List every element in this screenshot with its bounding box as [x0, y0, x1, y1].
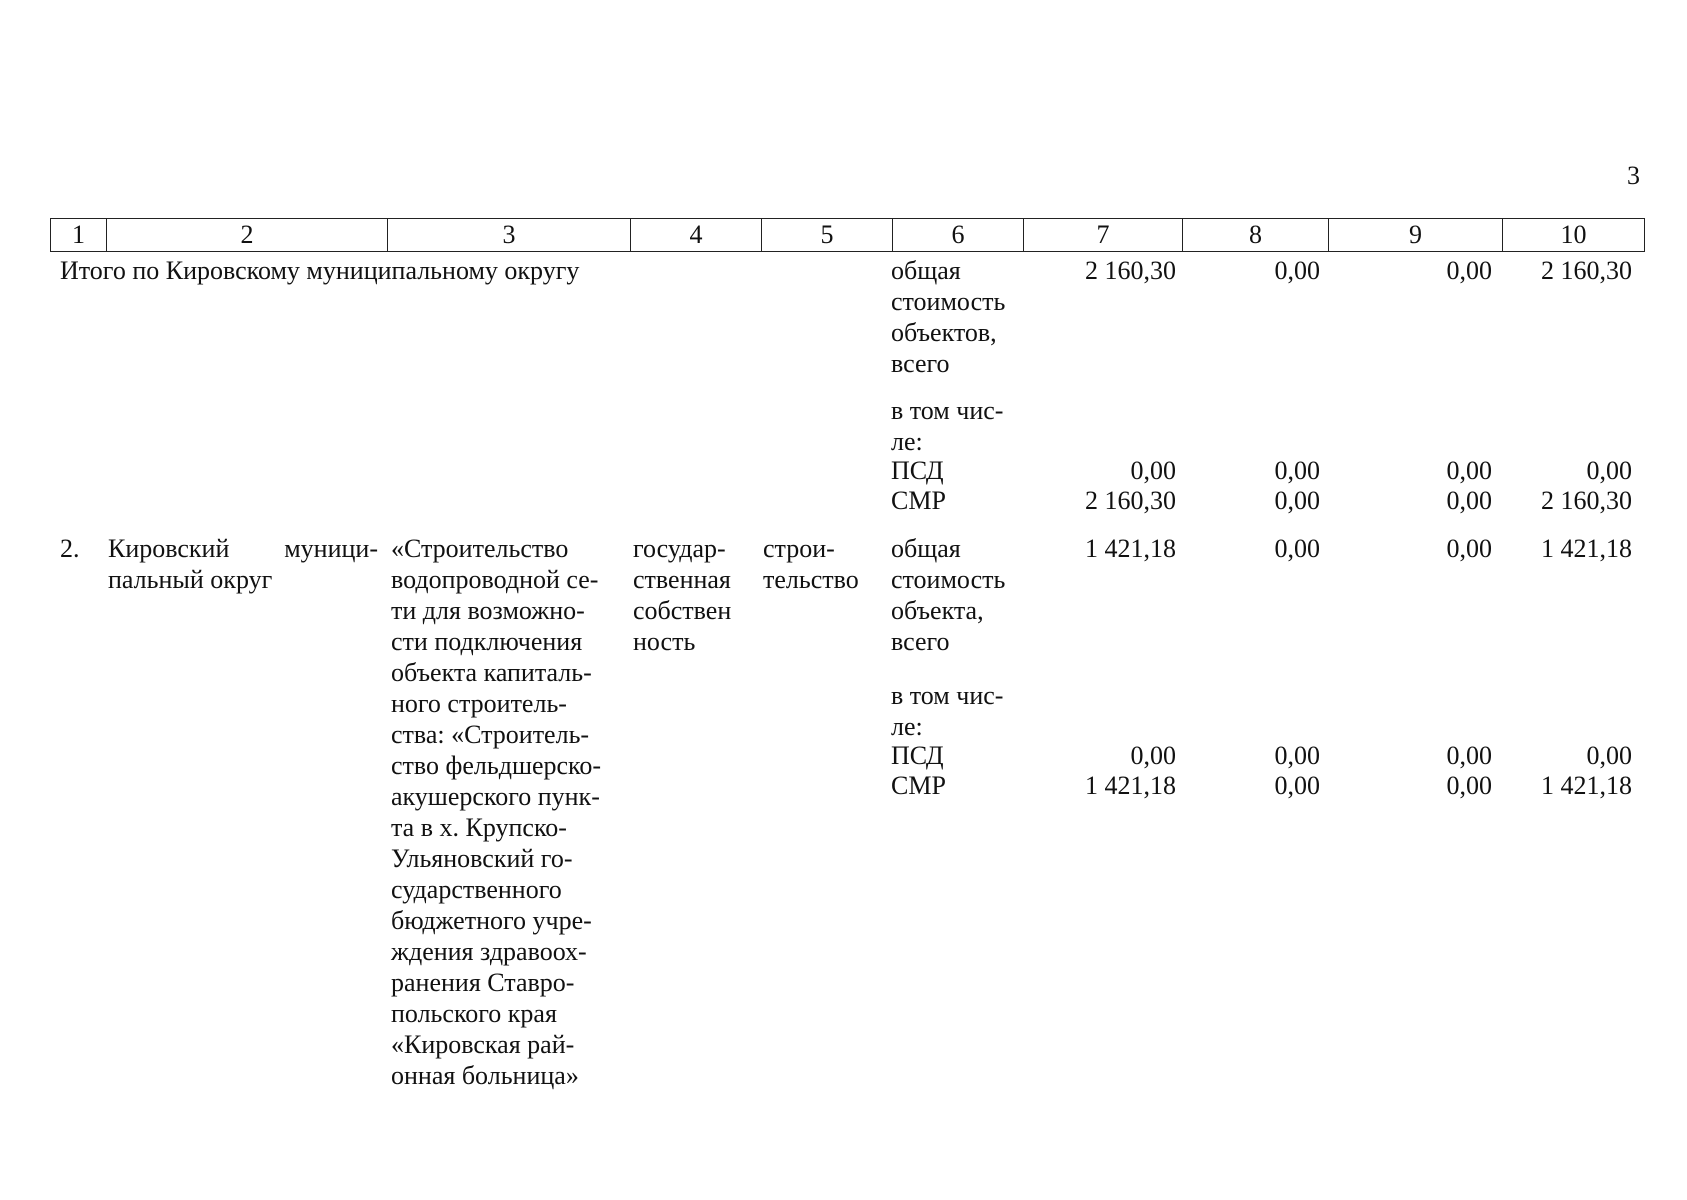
total-row-col6-total	[891, 255, 1021, 379]
row2-municipality: Кировский муници-пальный округ	[108, 534, 378, 594]
header-col-3: 3	[388, 219, 631, 252]
row2-col6-including-line: ле:	[891, 712, 923, 741]
row2-object-name-line: ства: «Строитель-	[391, 720, 590, 749]
row2-psd-c10: 0,00	[1586, 741, 1632, 770]
row2-work-type-line: тельство	[763, 565, 859, 594]
total-row-psd-c9: 0,00	[1446, 456, 1492, 485]
row2-ownership	[633, 533, 753, 657]
row2-object-name-line: «Кировская рай-	[391, 1030, 575, 1059]
row2-total-c8: 0,00	[1274, 534, 1320, 563]
row2-object-name-line: Ульяновский го-	[391, 844, 573, 873]
row2-object-name-line: ждения здравоох-	[391, 937, 587, 966]
row2-col6-total-line: общая	[891, 534, 961, 563]
total-row-smr-c10: 2 160,30	[1541, 486, 1632, 515]
header-col-4: 4	[631, 219, 762, 252]
header-col-6: 6	[893, 219, 1024, 252]
row2-object-name-line: ранения Ставро-	[391, 968, 575, 997]
total-row-psd-c7: 0,00	[1130, 456, 1176, 485]
row2-smr-label: СМР	[891, 771, 946, 800]
row2-total-c7: 1 421,18	[1085, 534, 1176, 563]
row2-object-name-line: ти для возможно-	[391, 596, 585, 625]
row2-object-name-line: сти подключения	[391, 627, 583, 656]
header-col-2: 2	[107, 219, 388, 252]
total-row-psd-c10: 0,00	[1586, 456, 1632, 485]
total-row-psd-c8: 0,00	[1274, 456, 1320, 485]
row2-total-c10: 1 421,18	[1541, 534, 1632, 563]
total-row-col6-total-line: стоимость	[891, 287, 1006, 316]
row2-object-name-line: «Строительство	[391, 534, 569, 563]
row2-object-name-line: водопроводной се-	[391, 565, 599, 594]
row2-object-name-line: та в х. Крупско-	[391, 813, 567, 842]
row2-object-name-line: польского края	[391, 999, 557, 1028]
row2-ownership-line: ственная	[633, 565, 731, 594]
total-row-col6-including	[891, 395, 1021, 457]
total-row-col6-including-line: ле:	[891, 427, 923, 456]
row2-psd-c8: 0,00	[1274, 741, 1320, 770]
row2-object-name-line: сударственного	[391, 875, 562, 904]
total-row-total-c7: 2 160,30	[1085, 256, 1176, 285]
total-row-col6-total-line: всего	[891, 349, 950, 378]
row2-smr-c8: 0,00	[1274, 771, 1320, 800]
row2-smr-c10: 1 421,18	[1541, 771, 1632, 800]
row2-object-name-line: онная больница»	[391, 1061, 579, 1090]
row2-object-name-line: ство фельдшерско-	[391, 751, 602, 780]
total-row-smr-c8: 0,00	[1274, 486, 1320, 515]
row2-object-name-line: объекта капиталь-	[391, 658, 592, 687]
row2-work-type	[763, 533, 883, 595]
total-row-smr-c7: 2 160,30	[1085, 486, 1176, 515]
row2-object-name	[391, 533, 623, 1091]
total-row-total-c8: 0,00	[1274, 256, 1320, 285]
header-col-7: 7	[1024, 219, 1183, 252]
header-col-1: 1	[51, 219, 107, 252]
row2-col6-total-line: всего	[891, 627, 950, 656]
row2-smr-c9: 0,00	[1446, 771, 1492, 800]
page-number: 3	[1627, 161, 1640, 190]
row2-psd-c7: 0,00	[1130, 741, 1176, 770]
row2-object-name-line: акушерского пунк-	[391, 782, 600, 811]
row2-col6-total-line: объекта,	[891, 596, 984, 625]
row2-object-name-line: ного строитель-	[391, 689, 567, 718]
row2-psd-label: ПСД	[891, 741, 944, 770]
header-col-9: 9	[1329, 219, 1503, 252]
header-col-8: 8	[1183, 219, 1329, 252]
column-number-header	[50, 218, 1645, 252]
row2-ownership-line: собствен	[633, 596, 732, 625]
row2-col6-including-line: в том чис-	[891, 681, 1004, 710]
row2-col6-total-line: стоимость	[891, 565, 1006, 594]
header-col-5: 5	[762, 219, 893, 252]
total-row-total-c10: 2 160,30	[1541, 256, 1632, 285]
total-row-smr-label: СМР	[891, 486, 946, 515]
row2-col6-including	[891, 680, 1021, 742]
row2-col6-total	[891, 533, 1021, 657]
row2-psd-c9: 0,00	[1446, 741, 1492, 770]
row2-number: 2.	[60, 534, 80, 563]
total-row-col6-total-line: общая	[891, 256, 961, 285]
total-row-col6-including-line: в том чис-	[891, 396, 1004, 425]
header-col-10: 10	[1503, 219, 1645, 252]
total-row-label: Итого по Кировскому муниципальному округу	[60, 256, 580, 285]
row2-smr-c7: 1 421,18	[1085, 771, 1176, 800]
row2-ownership-line: государ-	[633, 534, 726, 563]
row2-total-c9: 0,00	[1446, 534, 1492, 563]
total-row-col6-total-line: объектов,	[891, 318, 997, 347]
row2-work-type-line: строи-	[763, 534, 835, 563]
row2-ownership-line: ность	[633, 627, 696, 656]
total-row-total-c9: 0,00	[1446, 256, 1492, 285]
total-row-psd-label: ПСД	[891, 456, 944, 485]
total-row-smr-c9: 0,00	[1446, 486, 1492, 515]
row2-object-name-line: бюджетного учре-	[391, 906, 592, 935]
